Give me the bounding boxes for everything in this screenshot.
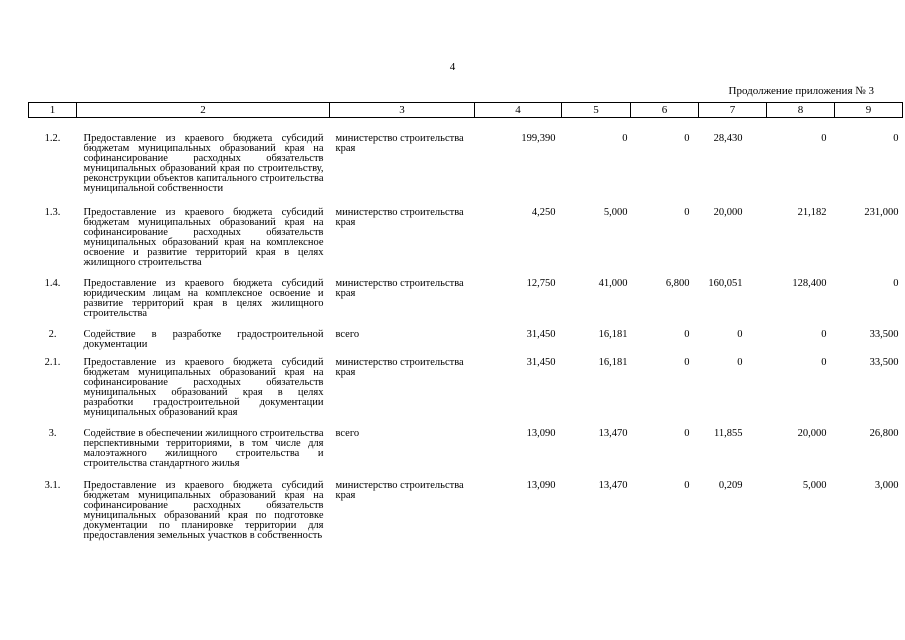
row-executor: министерство строительства края — [335, 207, 464, 228]
row-value-v7: 11,855 — [714, 428, 743, 439]
row-description: Предоставление из краевого бюджета субсидий юридическим лицам на комплексное освоение и развитие территорий края в целях жилищного строительства — [83, 278, 324, 319]
column-number-row — [29, 103, 903, 118]
row-value-v7: 0 — [737, 329, 743, 340]
row-value-v6: 0 — [684, 428, 690, 439]
row-description: Предоставление из краевого бюджета субсидий бюджетам муниципальных образований края на софинансирование расходных обязательств муниципальных образований края в целях разработки градостроительной документации муниципальных образований края — [83, 357, 324, 418]
row-value-v6: 0 — [684, 329, 690, 340]
row-value-v6: 0 — [684, 207, 690, 218]
row-value-v6: 0 — [684, 480, 690, 491]
table-row — [29, 418, 903, 469]
column-header: 4 — [475, 103, 562, 118]
row-value-v7: 28,430 — [713, 133, 743, 144]
row-value-v8: 20,000 — [797, 428, 827, 439]
row-number: 1.4. — [44, 278, 61, 289]
row-description: Предоставление из краевого бюджета субсидий бюджетам муниципальных образований края на софинансирование расходных обязательств муниципальных образований края по строительству, реконструкции объектов капитального строительства муниципальной собственности — [83, 133, 324, 194]
row-value-v5: 13,470 — [598, 480, 628, 491]
row-executor: всего — [335, 428, 360, 439]
row-value-v9: 33,500 — [869, 329, 899, 340]
row-value-v5: 16,181 — [598, 357, 628, 368]
column-header: 5 — [562, 103, 631, 118]
row-number: 1.2. — [44, 133, 61, 144]
row-value-v8: 0 — [821, 357, 827, 368]
row-value-v5: 5,000 — [603, 207, 628, 218]
row-executor: министерство строительства края — [335, 480, 464, 501]
row-number: 1.3. — [44, 207, 61, 218]
table-row — [29, 268, 903, 319]
row-value-v8: 0 — [821, 133, 827, 144]
row-value-v6: 6,800 — [665, 278, 690, 289]
row-value-v7: 0,209 — [718, 480, 743, 491]
row-value-v4: 12,750 — [526, 278, 556, 289]
row-value-v8: 128,400 — [792, 278, 827, 289]
row-value-v8: 0 — [821, 329, 827, 340]
row-value-v8: 21,182 — [797, 207, 827, 218]
row-description: Содействие в разработке градостроительной документации — [83, 329, 324, 350]
row-value-v9: 3,000 — [874, 480, 899, 491]
table-row — [29, 350, 903, 418]
row-number: 3.1. — [44, 480, 61, 491]
row-value-v4: 31,450 — [526, 357, 556, 368]
row-value-v9: 26,800 — [869, 428, 899, 439]
row-value-v7: 0 — [737, 357, 743, 368]
row-value-v4: 199,390 — [521, 133, 556, 144]
row-value-v4: 31,450 — [526, 329, 556, 340]
column-header: 7 — [699, 103, 767, 118]
row-value-v6: 0 — [684, 357, 690, 368]
column-header: 6 — [631, 103, 699, 118]
column-header: 2 — [77, 103, 330, 118]
column-header: 1 — [29, 103, 77, 118]
row-value-v9: 231,000 — [864, 207, 899, 218]
row-executor: министерство строительства края — [335, 357, 464, 378]
table-row — [29, 194, 903, 268]
table-row — [29, 319, 903, 350]
column-header: 8 — [767, 103, 835, 118]
row-number: 2. — [48, 329, 57, 340]
row-executor: министерство строительства края — [335, 278, 464, 299]
continuation-label: Продолжение приложения № 3 — [728, 85, 874, 97]
row-executor: министерство строительства края — [335, 133, 464, 154]
program-table — [28, 102, 903, 541]
row-description: Предоставление из краевого бюджета субсидий бюджетам муниципальных образований края на софинансирование расходных обязательств муниципальных образований края на комплексное освоение и развитие территорий края в целях жилищного строительства — [83, 207, 324, 268]
row-value-v5: 41,000 — [598, 278, 628, 289]
row-value-v7: 160,051 — [708, 278, 743, 289]
row-value-v7: 20,000 — [713, 207, 743, 218]
row-number: 2.1. — [44, 357, 61, 368]
row-value-v6: 0 — [684, 133, 690, 144]
row-description: Предоставление из краевого бюджета субсидий бюджетам муниципальных образований края на софинансирование расходных обязательств муниципальных образований края по подготовке документации по планировке территории для предоставления земельных участков в собственность — [83, 480, 324, 541]
row-executor: всего — [335, 329, 360, 340]
row-value-v8: 5,000 — [802, 480, 827, 491]
row-value-v4: 13,090 — [526, 480, 556, 491]
row-description: Содействие в обеспечении жилищного строительства перспективными территориями, в том числе для малоэтажного жилищного строительства и строительства стандартного жилья — [83, 428, 324, 469]
column-header: 3 — [330, 103, 475, 118]
row-value-v9: 33,500 — [869, 357, 899, 368]
column-header: 9 — [835, 103, 903, 118]
row-value-v4: 4,250 — [531, 207, 556, 218]
row-value-v9: 0 — [893, 278, 899, 289]
table-row — [29, 118, 903, 195]
table-row — [29, 469, 903, 541]
row-value-v5: 16,181 — [598, 329, 628, 340]
row-value-v5: 13,470 — [598, 428, 628, 439]
row-value-v9: 0 — [893, 133, 899, 144]
row-value-v4: 13,090 — [526, 428, 556, 439]
page-number: 4 — [449, 61, 456, 73]
row-number: 3. — [48, 428, 57, 439]
row-value-v5: 0 — [622, 133, 628, 144]
